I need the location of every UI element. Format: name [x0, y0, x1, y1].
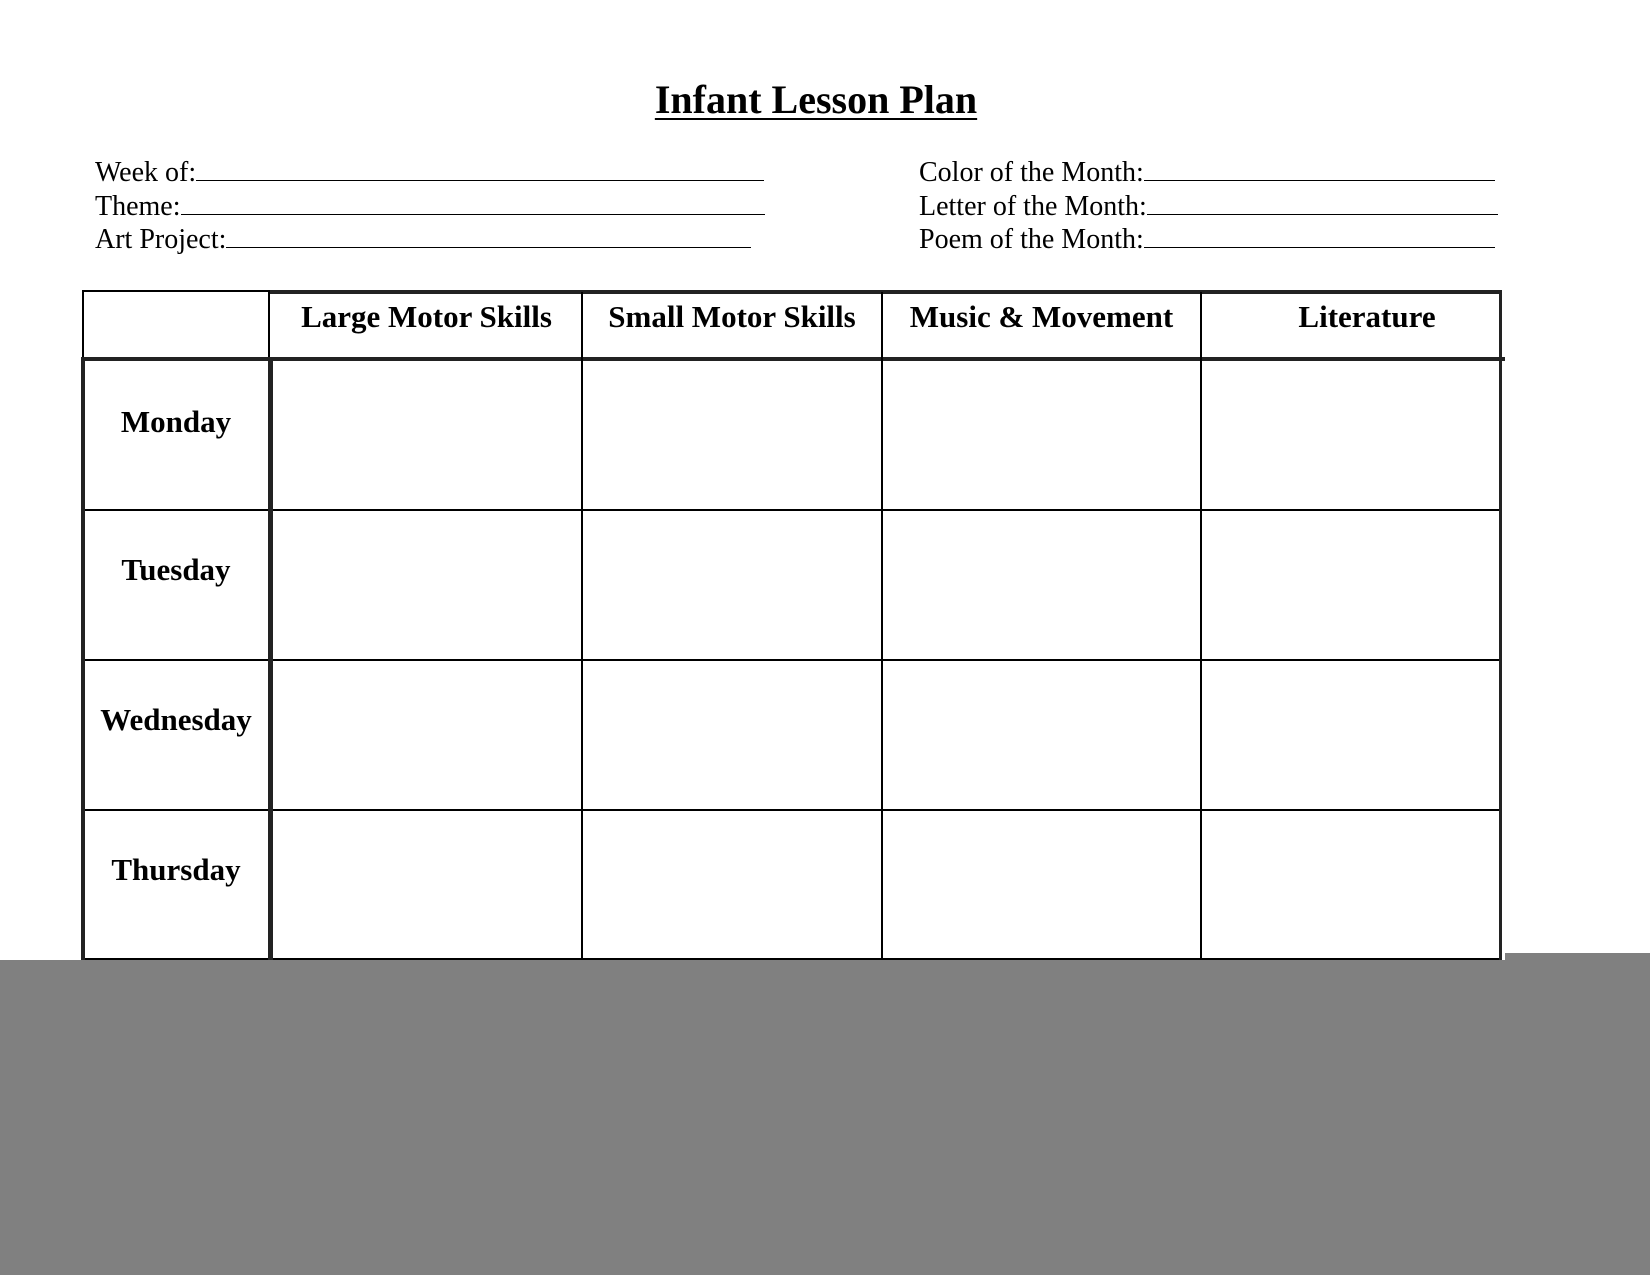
- cell-wednesday-literature[interactable]: [1202, 661, 1499, 809]
- title-text: Infant Lesson Plan: [654, 77, 978, 122]
- column-header-music-movement: Music & Movement: [909, 299, 1174, 334]
- page-title: [0, 74, 1632, 126]
- color-of-month-input[interactable]: [1144, 160, 1495, 181]
- cell-monday-large-motor[interactable]: [273, 361, 581, 509]
- row-header-thursday: Thursday: [111, 852, 241, 887]
- cell-thursday-literature[interactable]: [1202, 811, 1499, 958]
- column-header-literature: Literature: [1298, 299, 1436, 334]
- cell-tuesday-small-motor[interactable]: [583, 511, 881, 659]
- color-of-month-label: Color of the Month:: [919, 157, 1144, 188]
- cell-monday-small-motor[interactable]: [583, 361, 881, 509]
- cell-wednesday-music-movement[interactable]: [883, 661, 1200, 809]
- theme-field[interactable]: [95, 190, 765, 224]
- art-project-input[interactable]: [226, 227, 751, 248]
- letter-of-month-label: Letter of the Month:: [919, 191, 1147, 222]
- art-project-field[interactable]: [95, 223, 751, 257]
- cell-tuesday-large-motor[interactable]: [273, 511, 581, 659]
- table-border-top: [270, 290, 1502, 294]
- cell-wednesday-large-motor[interactable]: [273, 661, 581, 809]
- poem-of-month-input[interactable]: [1144, 227, 1495, 248]
- cell-thursday-small-motor[interactable]: [583, 811, 881, 958]
- theme-label: Theme:: [95, 191, 181, 222]
- letter-of-month-input[interactable]: [1147, 194, 1498, 215]
- week-of-label: Week of:: [95, 157, 197, 188]
- cell-monday-literature[interactable]: [1202, 361, 1499, 509]
- cell-thursday-large-motor[interactable]: [273, 811, 581, 958]
- cell-thursday-music-movement[interactable]: [883, 811, 1200, 958]
- table-right-border: [1499, 290, 1502, 960]
- color-of-month-field[interactable]: [919, 156, 1495, 190]
- cell-tuesday-music-movement[interactable]: [883, 511, 1200, 659]
- theme-input[interactable]: [181, 194, 765, 215]
- row-header-monday: Monday: [120, 404, 232, 439]
- gray-overlay: [0, 960, 1650, 1275]
- row-header-wednesday: Wednesday: [100, 702, 252, 737]
- header-left-border: [82, 290, 84, 360]
- week-of-field[interactable]: [95, 156, 764, 190]
- week-of-input[interactable]: [196, 160, 764, 181]
- cell-tuesday-literature[interactable]: [1202, 511, 1499, 659]
- table-border-top-left: [83, 290, 270, 292]
- column-header-small-motor: Small Motor Skills: [608, 299, 856, 334]
- row-header-tuesday: Tuesday: [121, 552, 231, 587]
- cell-monday-music-movement[interactable]: [883, 361, 1200, 509]
- header-divider-v0: [268, 290, 270, 360]
- poem-of-month-field[interactable]: [919, 223, 1495, 257]
- poem-of-month-label: Poem of the Month:: [919, 224, 1144, 255]
- cell-wednesday-small-motor[interactable]: [583, 661, 881, 809]
- art-project-label: Art Project:: [95, 224, 227, 255]
- gray-overlay-edge: [1505, 953, 1650, 963]
- column-header-large-motor: Large Motor Skills: [301, 299, 552, 334]
- letter-of-month-field[interactable]: [919, 190, 1498, 224]
